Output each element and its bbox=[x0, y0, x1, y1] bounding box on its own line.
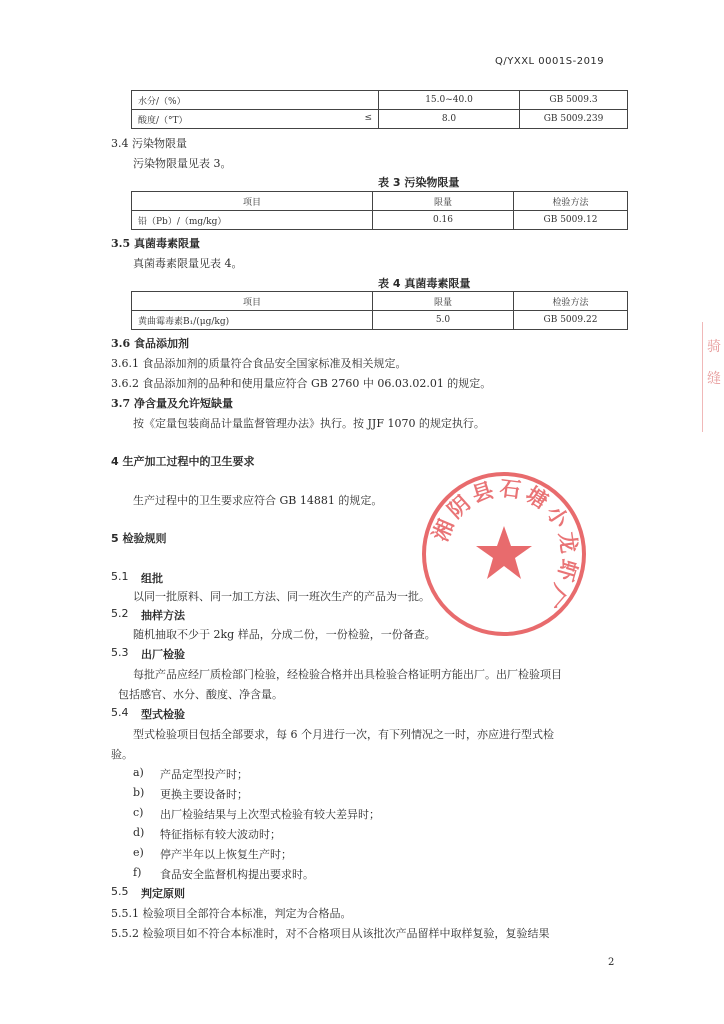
table-cell: GB 5009.239 bbox=[520, 110, 628, 129]
list-item: 出厂检验结果与上次型式检验有较大差异时； bbox=[160, 808, 380, 821]
section-3-4-heading: 3.4 污染物限量 bbox=[111, 137, 187, 150]
section-4-text: 生产过程中的卫生要求应符合 GB 14881 的规定。 bbox=[133, 494, 383, 507]
list-item-label: b) bbox=[133, 786, 145, 799]
list-item-label: c) bbox=[133, 806, 144, 819]
section-5-4-text-line2: 验。 bbox=[111, 748, 133, 761]
table-cell-text: 酸度/（°T） bbox=[138, 115, 188, 126]
section-5-5-title: 判定原则 bbox=[141, 887, 185, 900]
list-item: 食品安全监督机构提出要求时。 bbox=[160, 868, 314, 881]
section-5-5-2: 5.5.2 检验项目如不符合本标准时，对不合格项目从该批次产品留样中取样复验，复验结果 bbox=[111, 927, 550, 940]
section-5-3-title: 出厂检验 bbox=[141, 648, 185, 661]
table-cell bbox=[132, 110, 379, 129]
section-5-5-number: 5.5 bbox=[111, 885, 129, 898]
list-item: 产品定型投产时； bbox=[160, 768, 248, 781]
table-cell: 5.0 bbox=[373, 311, 514, 330]
table-header-cell: 限量 bbox=[373, 292, 514, 311]
table-row bbox=[132, 110, 628, 129]
le-symbol: ≤ bbox=[364, 112, 372, 123]
section-3-5-heading: 3.5 真菌毒素限量 bbox=[111, 237, 200, 250]
section-5-3-text-line2: 包括感官、水分、酸度、净含量。 bbox=[118, 688, 283, 701]
list-item-label: a) bbox=[133, 766, 144, 779]
company-seal bbox=[418, 468, 590, 640]
section-5-heading: 5 检验规则 bbox=[111, 532, 167, 545]
table-cell: 铅（Pb）/（mg/kg） bbox=[132, 211, 373, 230]
section-5-3-number: 5.3 bbox=[111, 646, 129, 659]
table-4 bbox=[131, 291, 628, 330]
table-header-cell: 项目 bbox=[132, 192, 373, 211]
section-3-6-1: 3.6.1 食品添加剂的质量符合食品安全国家标准及相关规定。 bbox=[111, 357, 407, 370]
table-cell: GB 5009.22 bbox=[514, 311, 628, 330]
table-4-caption: 表 4 真菌毒素限量 bbox=[378, 277, 471, 290]
section-5-2-title: 抽样方法 bbox=[141, 609, 185, 622]
page-number: 2 bbox=[608, 957, 615, 968]
section-3-6-2: 3.6.2 食品添加剂的品种和使用量应符合 GB 2760 中 06.03.02.01 的规定。 bbox=[111, 377, 492, 390]
table-header-cell: 项目 bbox=[132, 292, 373, 311]
seal-text: 湘阴县石塘小龙虾厂 bbox=[428, 476, 582, 614]
section-3-6-heading: 3.6 食品添加剂 bbox=[111, 337, 189, 350]
table-header-cell: 限量 bbox=[373, 192, 514, 211]
section-5-1-title: 组批 bbox=[141, 572, 163, 585]
section-3-7-text: 按《定量包装商品计量监督管理办法》执行。按 JJF 1070 的规定执行。 bbox=[133, 417, 485, 430]
section-5-1-text: 以同一批原料、同一加工方法、同一班次生产的产品为一批。 bbox=[133, 590, 430, 603]
section-5-2-number: 5.2 bbox=[111, 607, 129, 620]
section-5-2-text: 随机抽取不少于 2kg 样品，分成二份，一份检验，一份备查。 bbox=[133, 628, 436, 641]
table-top bbox=[131, 90, 628, 129]
table-cell: GB 5009.12 bbox=[514, 211, 628, 230]
section-5-4-text-line1: 型式检验项目包括全部要求，每 6 个月进行一次，有下列情况之一时，亦应进行型式检 bbox=[133, 728, 554, 741]
section-5-5-1: 5.5.1 检验项目全部符合本标准，判定为合格品。 bbox=[111, 907, 352, 920]
table-cell: 15.0~40.0 bbox=[379, 91, 520, 110]
table-3 bbox=[131, 191, 628, 230]
table-cell: 黄曲霉毒素B₁/(μg/kg) bbox=[132, 311, 373, 330]
section-3-4-text: 污染物限量见表 3。 bbox=[133, 157, 232, 170]
table-header-cell: 检验方法 bbox=[514, 292, 628, 311]
table-row bbox=[132, 91, 628, 110]
section-5-3-text-line1: 每批产品应经厂质检部门检验，经检验合格并出具检验合格证明方能出厂。出厂检验项目 bbox=[133, 668, 562, 681]
section-4-heading: 4 生产加工过程中的卫生要求 bbox=[111, 455, 255, 468]
section-5-4-number: 5.4 bbox=[111, 706, 129, 719]
table-cell: 0.16 bbox=[373, 211, 514, 230]
list-item-label: e) bbox=[133, 846, 144, 859]
list-item: 更换主要设备时； bbox=[160, 788, 248, 801]
list-item: 特征指标有较大波动时； bbox=[160, 828, 281, 841]
list-item-label: d) bbox=[133, 826, 145, 839]
table-cell: 水分/（%） bbox=[132, 91, 379, 110]
table-3-caption: 表 3 污染物限量 bbox=[378, 176, 460, 189]
list-item: 停产半年以上恢复生产时； bbox=[160, 848, 292, 861]
section-5-4-title: 型式检验 bbox=[141, 708, 185, 721]
list-item-label: f) bbox=[133, 866, 142, 879]
table-cell: 8.0 bbox=[379, 110, 520, 129]
table-cell: GB 5009.3 bbox=[520, 91, 628, 110]
side-seam-char: 缝 bbox=[707, 371, 721, 387]
section-5-1-number: 5.1 bbox=[111, 570, 129, 583]
table-row bbox=[132, 192, 628, 211]
table-row bbox=[132, 211, 628, 230]
document-code: Q/YXXL 0001S-2019 bbox=[495, 56, 605, 67]
side-seam-tab bbox=[702, 322, 724, 432]
seal-star-icon bbox=[476, 526, 532, 579]
section-3-7-heading: 3.7 净含量及允许短缺量 bbox=[111, 397, 233, 410]
side-seam-char: 骑 bbox=[707, 339, 721, 355]
table-row bbox=[132, 292, 628, 311]
table-row bbox=[132, 311, 628, 330]
table-header-cell: 检验方法 bbox=[514, 192, 628, 211]
section-3-5-text: 真菌毒素限量见表 4。 bbox=[133, 257, 243, 270]
